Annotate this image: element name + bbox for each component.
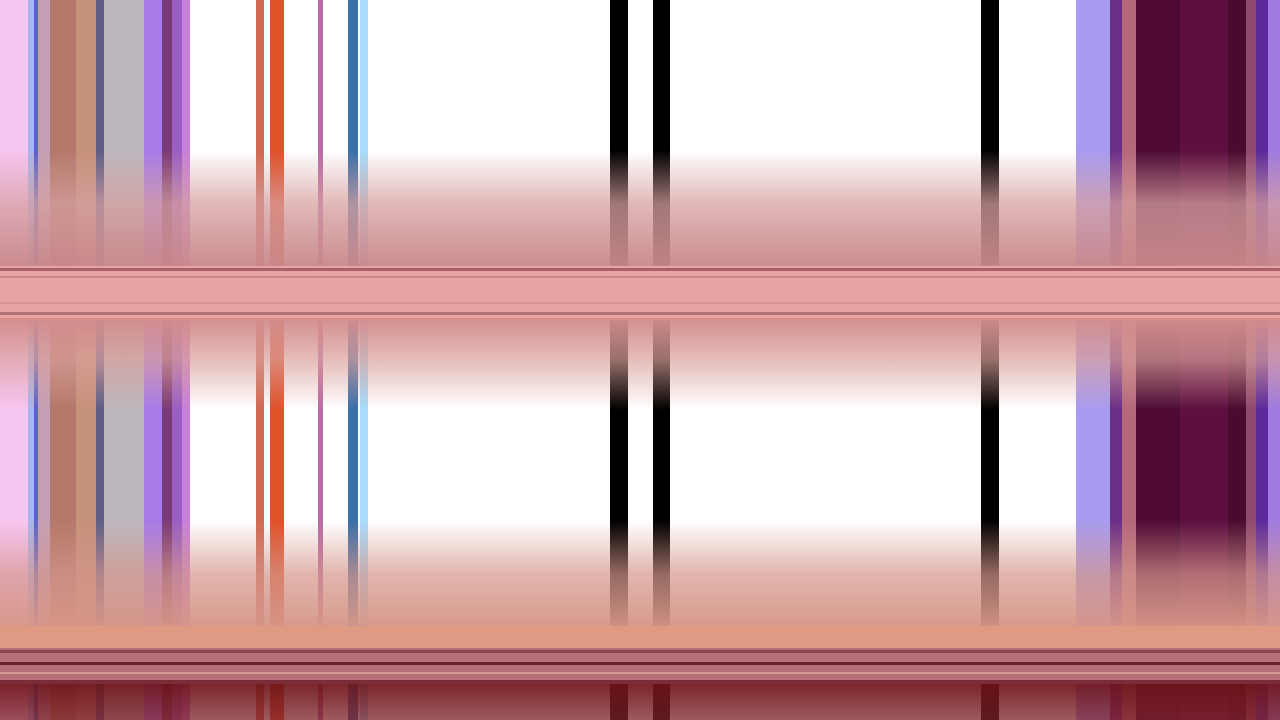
maroon-line-3 — [0, 672, 1280, 674]
pink-band-line-1 — [0, 268, 1280, 271]
fade-band-middle — [0, 318, 1280, 410]
pink-band-line-3 — [0, 302, 1280, 304]
maroon-line-2 — [0, 662, 1280, 665]
pink-band-line-2 — [0, 276, 1280, 278]
rose-band — [0, 648, 1280, 684]
pink-band-line-4 — [0, 312, 1280, 315]
maroon-line-1 — [0, 650, 1280, 653]
salmon-band — [0, 626, 1280, 648]
fade-band-lower — [0, 520, 1280, 628]
fade-band-upper — [0, 150, 1280, 270]
maroon-band-bottom — [0, 684, 1280, 720]
